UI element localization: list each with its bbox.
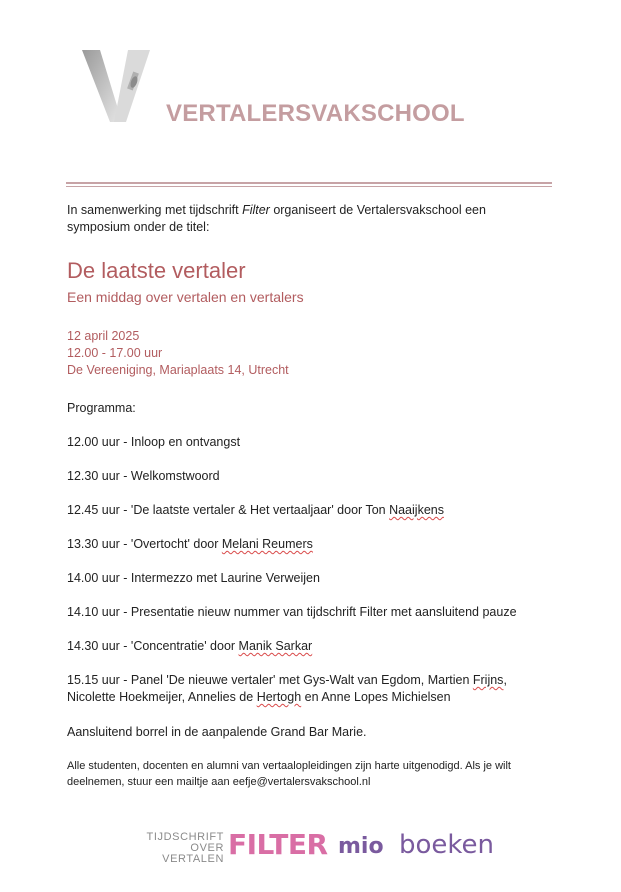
tijdschrift-logo: TIJDSCHRIFT OVER VERTALEN xyxy=(146,831,224,865)
closing-text: Aansluitend borrel in de aanpalende Grand Bar Marie. xyxy=(67,725,367,739)
program-item: 13.30 uur - 'Overtocht' door Melani Reumers xyxy=(67,537,313,551)
program-item: 14.30 uur - 'Concentratie' door Manik Sarkar xyxy=(67,639,313,653)
program-item: 14.00 uur - Intermezzo met Laurine Verweijen xyxy=(67,571,320,585)
invitation-text: Alle studenten, docenten en alumni van vertaalopleidingen zijn harte uitgenodigd. Als je wilt deelnemen, stuur een mailtje aan eefje@vertalersvakschool.nl xyxy=(67,760,511,788)
event-time: 12.00 - 17.00 uur xyxy=(67,346,163,360)
organization-name: VERTALERSVAKSCHOOL xyxy=(166,100,465,127)
header-divider xyxy=(66,182,552,184)
vertalersvakschool-logo-icon xyxy=(80,48,152,124)
boeken-logo: boeken xyxy=(399,830,495,860)
event-subtitle: Een middag over vertalen en vertalers xyxy=(67,289,304,305)
header-divider-thin xyxy=(66,186,552,187)
filter-logo: FILTER xyxy=(228,828,328,861)
mio-logo: mio xyxy=(338,834,384,859)
event-title: De laatste vertaler xyxy=(67,258,246,283)
intro-text-end: organiseert de Vertalersvakschool een symposium onder de titel: xyxy=(67,203,486,234)
footer-logos xyxy=(126,826,506,866)
intro-text: In samenwerking met tijdschrift xyxy=(67,203,243,217)
event-date: 12 april 2025 xyxy=(67,329,140,343)
program-item-panel: 15.15 uur - Panel 'De nieuwe vertaler' met Gys-Walt van Egdom, Martien Frijns, Nicolette Hoekmeijer, Annelies de Hertogh en Anne Lopes Michielsen xyxy=(67,673,507,704)
program-heading: Programma: xyxy=(67,401,136,415)
intro-paragraph xyxy=(67,202,537,236)
program-item: 12.45 uur - 'De laatste vertaler & Het vertaaljaar' door Ton Naaijkens xyxy=(67,503,444,517)
event-venue: De Vereeniging, Mariaplaats 14, Utrecht xyxy=(67,363,289,377)
program-item: 12.30 uur - Welkomstwoord xyxy=(67,469,220,483)
program-item: 12.00 uur - Inloop en ontvangst xyxy=(67,435,241,449)
magazine-name: Filter xyxy=(242,203,270,217)
program-item: 14.10 uur - Presentatie nieuw nummer van tijdschrift Filter met aansluitend pauze xyxy=(67,605,517,619)
